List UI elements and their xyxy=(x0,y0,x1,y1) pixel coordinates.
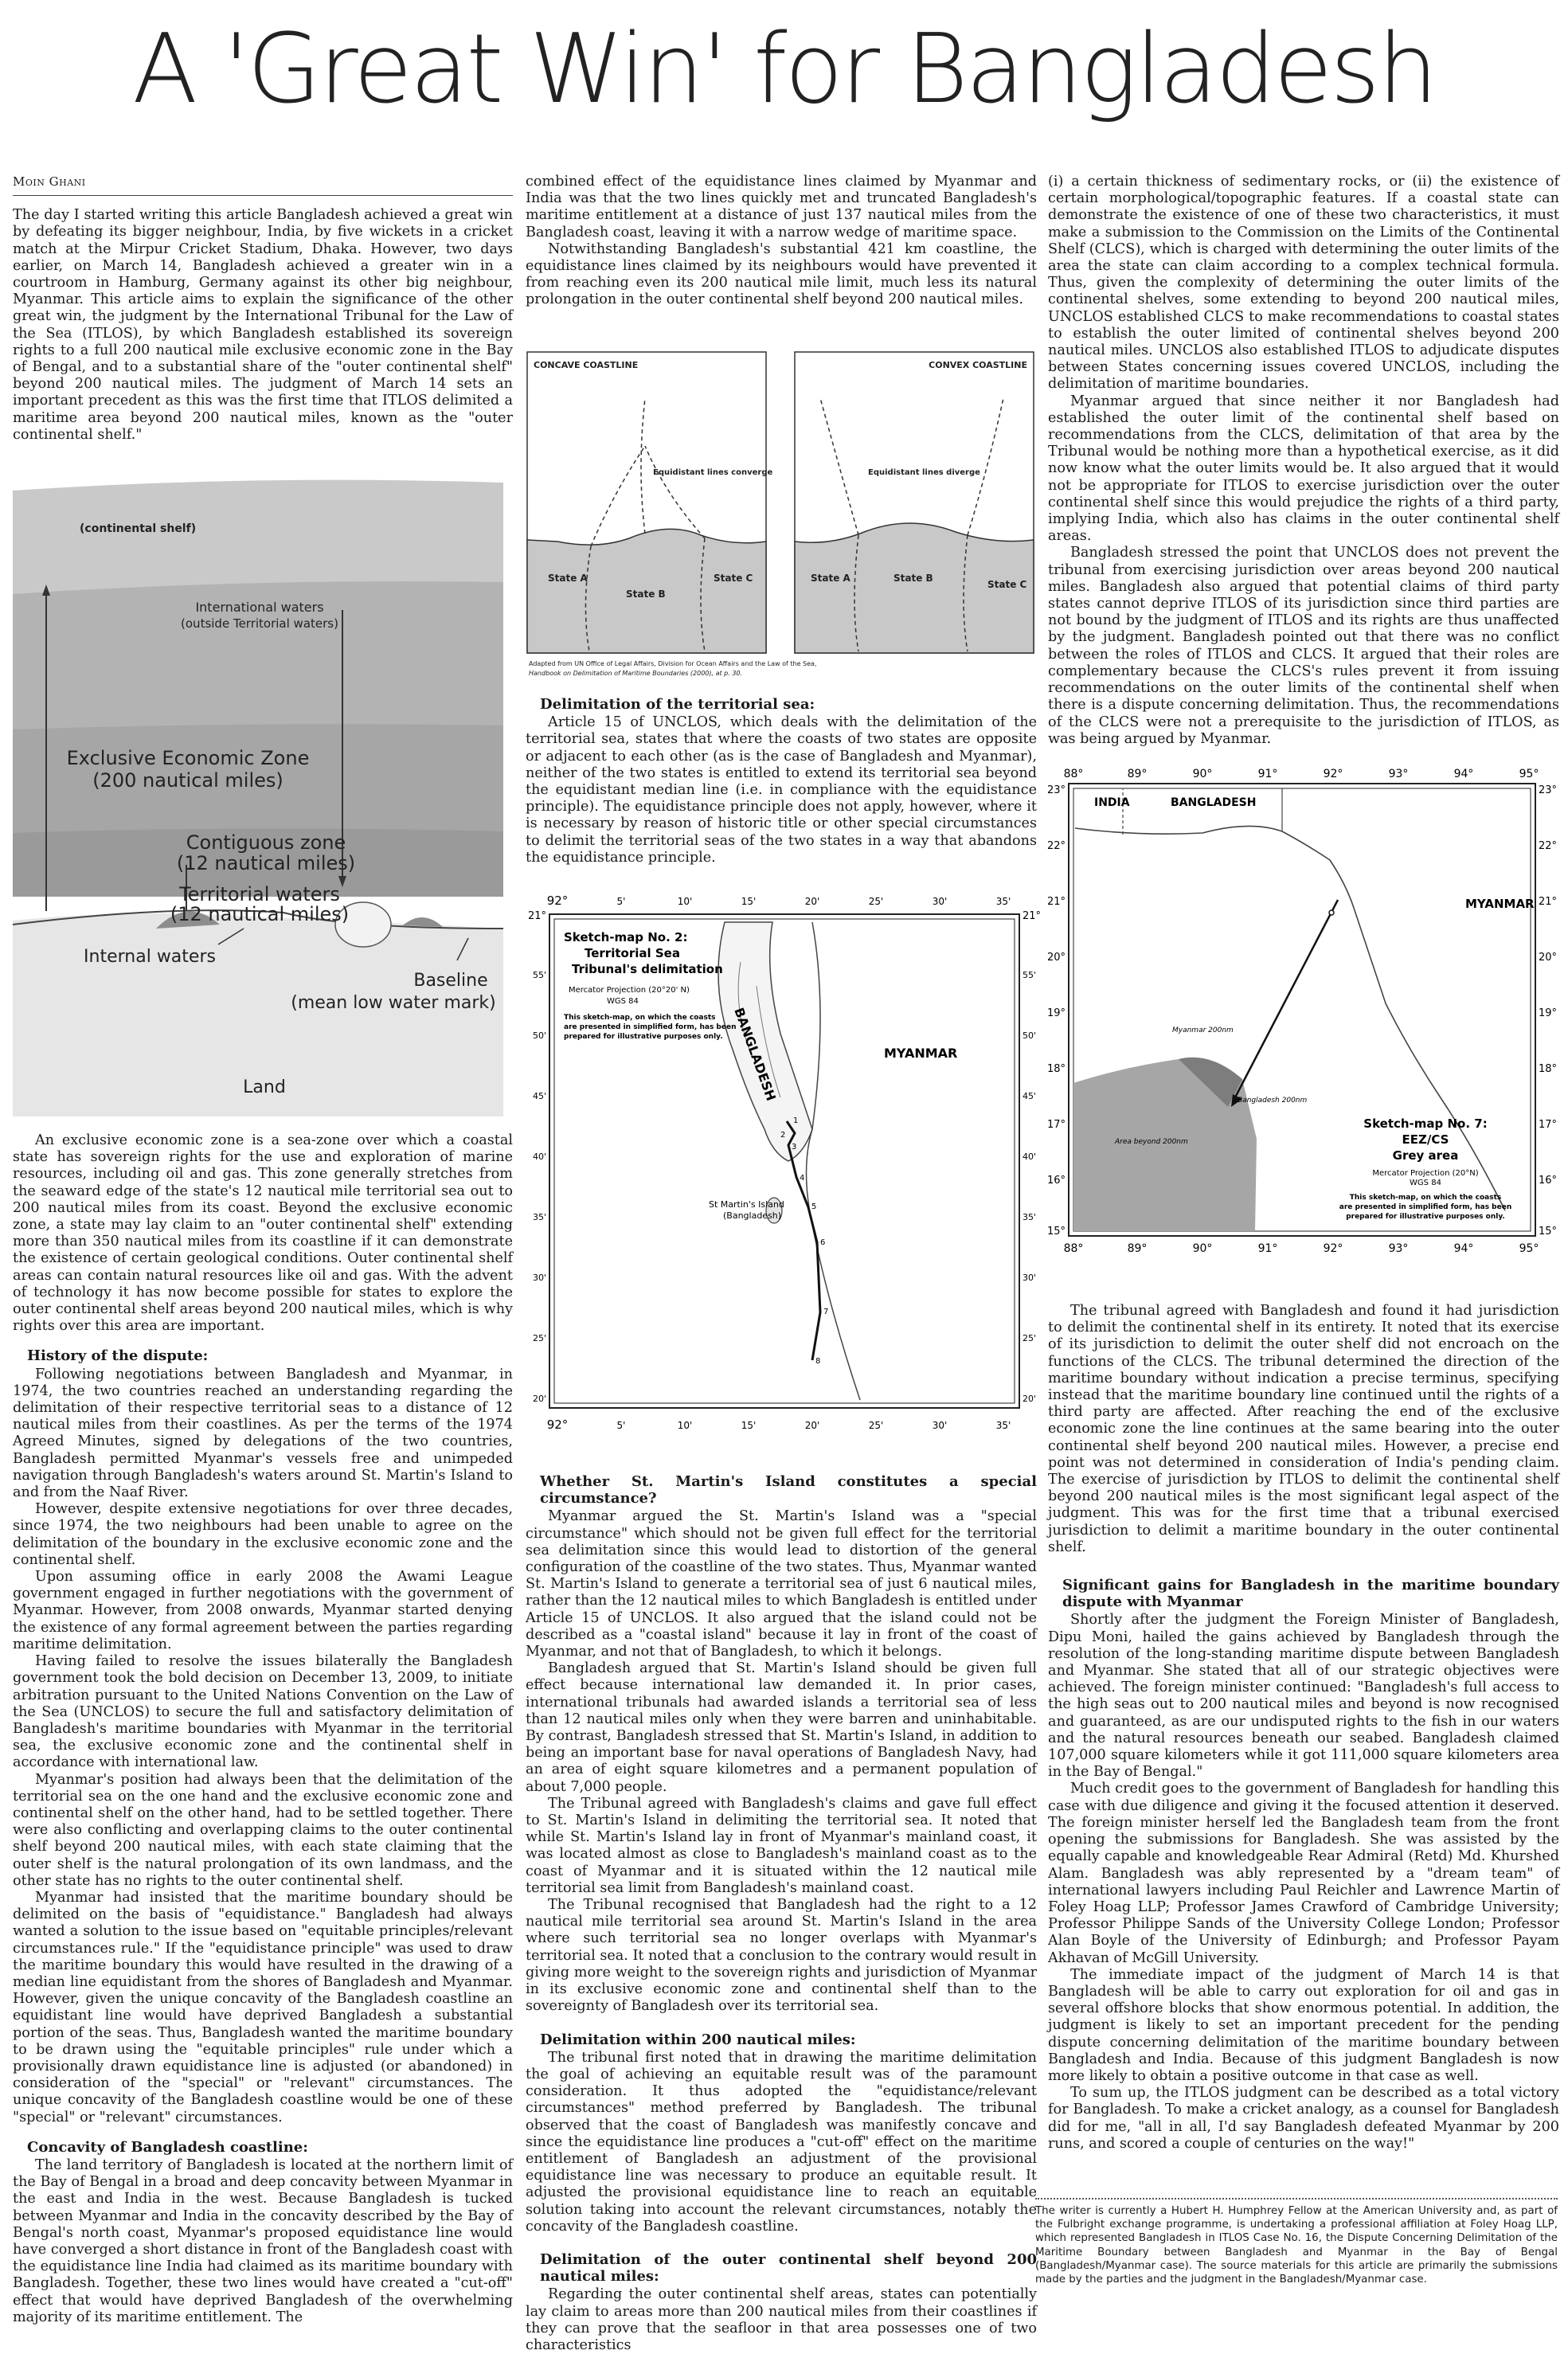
boundary-point: 7 xyxy=(823,1308,829,1316)
state-a-label: State A xyxy=(548,573,588,584)
island-label: (Bangladesh) xyxy=(723,1210,782,1221)
byline-rule xyxy=(13,195,513,196)
tick: 16° xyxy=(1539,1175,1558,1187)
col2-paragraph: combined effect of the equidistance lines claimed by Myanmar and India was that the two lines quickly met and truncated Bangladesh's maritime entitlement at a distance of just 137 nautical miles from the Bangladesh coast, leaving it with a narrow wedge of maritime space. xyxy=(526,174,1037,240)
tick: 20' xyxy=(804,896,820,907)
map2-title: Sketch-map No. 2: xyxy=(564,930,688,944)
tick: 93° xyxy=(1388,1242,1409,1255)
intl-waters-label: International waters xyxy=(195,600,324,615)
territorial-sub: (12 nautical miles) xyxy=(170,903,350,925)
tick: 88° xyxy=(1063,768,1084,780)
tick: 55' xyxy=(532,970,546,980)
tick: 25' xyxy=(868,1420,884,1431)
tick: 30' xyxy=(1023,1273,1037,1283)
col3-paragraph: (i) a certain thickness of sedimentary rocks, or (ii) the existence of certain morphological/topographic features. If a coastal state can demonstrate the existence of one of these two characteristics, it must make a submission to the Commission on the Limits of the Continental Shelf (CLCS), which is charged with determining the outer limits of the area the state can claim according to a complex technical formula. Thus, given the complexity of determining the outer limits of the continental shelves, some extending to beyond 200 nautical miles, UNCLOS established CLCS to make recommendations to coastal states to establish the outer limited of continental shelves beyond 200 nautical miles. UNCLOS also established ITLOS to adjudicate disputes between States concerning issues covered UNCLOS, including the delimitation of maritime boundaries. xyxy=(1048,174,1559,393)
sketch-map-2 xyxy=(526,890,1042,1433)
gains-paragraph: To sum up, the ITLOS judgment can be described as a total victory for Bangladesh. To make a cricket analogy, as a counsel for Bangladesh did for me, "all in all, I'd say Bangladesh defeated Myanmar by 200 runs, and scored a couple of centuries on the way!" xyxy=(1048,2085,1559,2152)
tick: 20° xyxy=(1539,952,1558,964)
gains-paragraph: Much credit goes to the government of Bangladesh for handling this case with due diligence and giving it the focused attention it deserved. The foreign minister herself led the Bangladesh team from the front opening the submissions for Bangladesh. She was assisted by the equally capable and knowledgeable Rear Admiral (Retd) Md. Khurshed Alam. Bangladesh was ably represented by a "dream team" of international lawyers including Paul Reichler and Lawrence Martin of Foley Hoag LLP; Professor James Crawford of Cambridge University; Professor Philippe Sands of the University College London; Professor Alan Boyle of the University of Edinburgh; and Professor Payam Akhavan of McGill University. xyxy=(1048,1781,1559,1966)
tick: 30' xyxy=(932,896,948,907)
boundary-point: 6 xyxy=(820,1238,826,1247)
gains-paragraph: Shortly after the judgment the Foreign Minister of Bangladesh, Dipu Moni, hailed the gains achieved by Bangladesh through the resolution of the long-standing maritime dispute between Bangladesh and Myanmar. She stated that all of our strategic objectives were achieved. The foreign minister continued: "Bangladesh's full access to the high seas out to 200 nautical miles and beyond is now recognised and guaranteed, as are our undisputed rights to the fish in our waters and the natural resources beneath our seabed. Bangladesh claimed 107,000 square kilometers while it got 111,000 square kilometers area in the Bay of Bengal." xyxy=(1048,1612,1559,1781)
convex-title: CONVEX COASTLINE xyxy=(929,360,1027,370)
map7-projection: Mercator Projection (20°N) xyxy=(1372,1169,1479,1178)
map7-title: EEZ/CS xyxy=(1402,1132,1449,1147)
coastline-figure xyxy=(526,350,1035,683)
eez-paragraph: An exclusive economic zone is a sea-zone over which a coastal state has sovereign rights for the use and exploration of marine resources, including oil and gas. This zone generally stretches from the seaward edge of the state's 12 nautical mile territorial sea out to 200 nautical miles from its coast. Beyond the exclusive economic zone, a state may lay claim to an "outer continental shelf" extending more than 350 nautical miles from its coastline if it can demonstrate the existence of certain geological conditions. Outer continental shelf areas can contain natural resources like oil and gas. With the advent of technology it has now become possible for states to explore the outer continental shelf areas beyond 200 nautical miles, which is why rights over this area are important. xyxy=(13,1132,513,1335)
tick: 50' xyxy=(532,1030,546,1041)
boundary-point: 1 xyxy=(793,1116,799,1125)
map7-title: Grey area xyxy=(1392,1148,1459,1163)
map2-projection: WGS 84 xyxy=(607,997,639,1006)
myanmar-label: MYANMAR xyxy=(884,1046,958,1061)
island-label: St Martin's Island xyxy=(709,1199,784,1210)
map7-note: prepared for illustrative purposes only. xyxy=(1346,1213,1505,1221)
tick: 21° xyxy=(1023,910,1042,922)
territorial-section xyxy=(526,696,1037,866)
tick: 92° xyxy=(1323,1242,1343,1255)
column-1-body xyxy=(13,1132,513,2326)
history-paragraph: Following negotiations between Bangladesh and Myanmar, in 1974, the two countries reached an understanding regarding the delimitation of their respective territorial seas to a distance of 12 nautical miles from their coastlines. As per the terms of the 1974 Agreed Minutes, signed by delegations of the two countries, Bangladesh permitted Myanmar's vessels free and unimpeded navigation through Bangladesh's waters around St. Martin's Island to and from the Naaf River. xyxy=(13,1366,513,1501)
map7-note: are presented in simplified form, has been xyxy=(1339,1203,1512,1211)
tick: 18° xyxy=(1539,1063,1558,1075)
map7-title: Sketch-map No. 7: xyxy=(1363,1116,1488,1131)
tick: 17° xyxy=(1046,1119,1066,1131)
tick: 95° xyxy=(1519,768,1539,780)
tick: 22° xyxy=(1046,840,1066,852)
within200-paragraph: The tribunal first noted that in drawing the maritime delimitation the goal of achieving an equitable result was of the paramount consideration. It thus adopted the "equidistance/relevant circumstances" method preferred by Bangladesh. The tribunal observed that the coast of Bangladesh was manifestly concave and since the equidistance line produces a "cut-off" effect on the maritime entitlement of Bangladesh an adjustment of the provisional equidistance line was necessary to produce an equitable result. It adjusted the provisional equidistance line to reach an equitable solution taking into account the relevant circumstances, notably the concavity of the Bangladesh coastline. xyxy=(526,2049,1037,2235)
tick: 15° xyxy=(1046,1226,1066,1238)
boundary-point: 8 xyxy=(815,1357,821,1366)
tick: 23° xyxy=(1539,784,1558,796)
col3-paragraph: The tribunal agreed with Bangladesh and found it had jurisdiction to delimit the continental shelf in its entirety. It noted that its exercise of its jurisdiction to delimit the outer shelf did not encroach on the functions of the CLCS. The tribunal determined the direction of the maritime boundary without indication a precise terminus, specifying instead that the maritime boundary line continued until the rights of a third party are affected. After reaching the end of the exclusive economic zone the line continues at the same bearing into the outer continental shelf beyond 200 nautical miles. However, a precise end point was not determined in consideration of India's pending claim. The exercise of jurisdiction by ITLOS to delimit the continental shelf beyond 200 nautical miles is the most significant legal aspect of the judgment. This was for the first time that a tribunal exercised jurisdiction to delimit a maritime boundary in the outer continental shelf. xyxy=(1048,1303,1559,1555)
myanmar-label: MYANMAR xyxy=(1465,897,1535,911)
land-label: Land xyxy=(243,1077,286,1097)
history-paragraph: However, despite extensive negotiations for over three decades, since 1974, the two neighbours had been unable to agree on the delimitation of the boundary in the exclusive economic zone and the continental shelf. xyxy=(13,1501,513,1568)
tick: 35' xyxy=(995,896,1011,907)
figure-caption: Handbook on Delimitation of Maritime Boundaries (2000), at p. 30. xyxy=(529,670,743,677)
bangladesh-200nm-label: Bangladesh 200nm xyxy=(1238,1097,1308,1105)
tick: 20' xyxy=(1023,1394,1037,1404)
boundary-point: 4 xyxy=(800,1174,805,1183)
history-paragraph: Upon assuming office in early 2008 the Awami League government engaged in further negotiations with the government of Myanmar. However, from 2008 onwards, Myanmar started denying the existence of any formal agreement between the parties regarding maritime delimitation. xyxy=(13,1569,513,1652)
tick: 20° xyxy=(1046,952,1066,964)
within200-heading: Delimitation within 200 nautical miles: xyxy=(540,2031,856,2048)
intl-waters-sub: (outside Territorial waters) xyxy=(181,616,338,631)
history-paragraph: Having failed to resolve the issues bilaterally the Bangladesh government took the bold decision on December 13, 2009, to initiate arbitration pursuant to the United Nations Convention on the Law of the Sea (UNCLOS) to secure the full and satisfactory delimitation of Bangladesh's maritime boundaries with Myanmar in the territorial sea, the exclusive economic zone and the continental shelf in accordance with international law. xyxy=(13,1653,513,1771)
territorial-label: Territorial waters xyxy=(179,883,340,905)
tick: 55' xyxy=(1023,970,1037,980)
state-b-label: State B xyxy=(893,573,933,584)
tick: 19° xyxy=(1046,1007,1066,1019)
tick: 15' xyxy=(741,896,757,907)
baseline-sub: (mean low water mark) xyxy=(291,993,496,1013)
tick: 17° xyxy=(1539,1119,1558,1131)
beyond-200nm-label: Area beyond 200nm xyxy=(1115,1138,1188,1146)
tick: 92° xyxy=(1323,768,1343,780)
tick: 25' xyxy=(868,896,884,907)
tick: 91° xyxy=(1257,768,1278,780)
tick: 90° xyxy=(1192,768,1213,780)
tick: 89° xyxy=(1127,1242,1148,1255)
column-1 xyxy=(13,174,513,444)
maritime-zones-diagram xyxy=(13,451,503,1116)
tick: 21° xyxy=(527,910,546,922)
tick: 15° xyxy=(1539,1226,1558,1238)
stmartin-paragraph: The Tribunal recognised that Bangladesh had the right to a 12 nautical mile territorial sea around St. Martin's Island in the area where such territorial sea no longer overlaps with Myanmar's territorial sea. It noted that a conclusion to the contrary would result in giving more weight to the sovereign rights and jurisdiction of Myanmar in its exclusive economic zone and continental shelf than to the sovereignty of Bangladesh over its territorial sea. xyxy=(526,1897,1037,2015)
figure-caption: Adapted from UN Office of Legal Affairs, Division for Ocean Affairs and the Law of the Sea, xyxy=(529,660,817,667)
column-3-body xyxy=(1048,1303,1559,2153)
tick: 25' xyxy=(1023,1333,1037,1343)
state-b-label: State B xyxy=(626,588,666,600)
tick: 30' xyxy=(932,1420,948,1431)
concavity-paragraph: The land territory of Bangladesh is located at the northern limit of the Bay of Bengal in a broad and deep concavity between Myanmar in the east and India in the west. Because Bangladesh is tucked between Myanmar and India in the concavity described by the Bay of Bengal's north coast, Myanmar's proposed equidistance line would have converged a short distance in front of the Bangladesh coast with the equidistance line India had claimed as its maritime boundary with Bangladesh. Together, these two lines would have created a "cut-off" effect that would have deprived Bangladesh of the overwhelming majority of its maritime entitlement. The xyxy=(13,2157,513,2325)
map2-note: prepared for illustrative purposes only. xyxy=(564,1033,723,1041)
column-2-body xyxy=(526,1473,1037,2354)
concave-title: CONCAVE COASTLINE xyxy=(534,360,639,370)
tick: 45' xyxy=(1023,1091,1037,1101)
tick: 94° xyxy=(1453,1242,1474,1255)
outer-paragraph: Regarding the outer continental shelf areas, states can potentially lay claim to areas more than 200 nautical miles from their coastlines if they can prove that the seafloor in that area possesses one of two characteristics xyxy=(526,2286,1037,2353)
map2-title: Territorial Sea xyxy=(585,946,680,960)
tick: 50' xyxy=(1023,1030,1037,1041)
tick: 18° xyxy=(1046,1063,1066,1075)
stmartin-paragraph: The Tribunal agreed with Bangladesh's claims and gave full effect to St. Martin's Island in delimiting the territorial sea. It noted that while St. Martin's Island lay in front of Myanmar's mainland coast, it was located almost as close to Bangladesh's mainland coast as to the coast of Myanmar and it is situated within the 12 nautical mile territorial sea limit from Bangladesh's mainland coast. xyxy=(526,1795,1037,1896)
tick: 10' xyxy=(677,896,693,907)
eez-label: Exclusive Economic Zone xyxy=(66,747,310,769)
sketch-map-7 xyxy=(1043,764,1561,1258)
boundary-point: 3 xyxy=(792,1143,797,1152)
map2-note: This sketch-map, on which the coasts xyxy=(564,1014,716,1022)
tick: 22° xyxy=(1539,840,1558,852)
tick: 94° xyxy=(1453,768,1474,780)
col2-paragraph: Notwithstanding Bangladesh's substantial 421 km coastline, the equidistance lines claimed by its neighbours would have prevented it from reaching even its 200 nautical mile limit, much less its natural prolongation in the outer continental shelf beyond 200 nautical miles. xyxy=(526,240,1037,308)
tick: 35' xyxy=(995,1420,1011,1431)
tick: 93° xyxy=(1388,768,1409,780)
map2-note: are presented in simplified form, has been xyxy=(564,1023,737,1031)
footnote-text: The writer is currently a Hubert H. Humphrey Fellow at the American University and, as part of the Fulbright exchange programme, is undertaking a professional affiliation at Foley Hoag LLP, which represented Bangladesh in ITLOS Case No. 16, the Dispute Concerning Delimitation of the Maritime Boundary between Bangladesh and Myanmar in the Bay of Bengal (Bangladesh/Myanmar case). The source materials for this article are primarily the submissions made by the parties and the judgment in the Bangladesh/Myanmar case. xyxy=(1035,2205,1558,2286)
outer-heading: Delimitation of the outer continental shelf beyond 200 nautical miles: xyxy=(540,2250,1037,2286)
stmartin-paragraph: Myanmar argued the St. Martin's Island was a "special circumstance" which should not be given full effect for the territorial sea delimitation since this would lead to distortion of the general configuration of the coastline of the two states. Thus, Myanmar wanted St. Martin's Island to generate a territorial sea of just 6 nautical miles, rather than the 12 nautical miles to which Bangladesh is entitled under Article 15 of UNCLOS. It also argued that the island could not be described as a "coastal island" because it lay in front of the coast of Myanmar, and not that of Bangladesh, to which it belongs. xyxy=(526,1508,1037,1660)
map7-projection: WGS 84 xyxy=(1410,1179,1441,1187)
tick: 88° xyxy=(1063,1242,1084,1255)
tick: 45' xyxy=(532,1091,546,1101)
stmartin-heading: Whether St. Martin's Island constitutes a special circumstance? xyxy=(540,1473,1037,1507)
byline: Moin Ghani xyxy=(13,174,86,189)
concavity-heading: Concavity of Bangladesh coastline: xyxy=(27,2138,308,2156)
tick: 23° xyxy=(1046,784,1066,796)
map7-note: This sketch-map, on which the coasts xyxy=(1349,1194,1502,1202)
history-paragraph: Myanmar had insisted that the maritime boundary should be delimited on the basis of "equidistance." Bangladesh had always wanted a solution to the issue based on "equitable principles/relevant circumstances rule." If the "equidistance principle" was used to draw the maritime boundary this would have resulted in the drawing of a median line equidistant from the shores of Bangladesh and Myanmar. However, given the unique concavity of the Bangladesh coastline an equidistant line would have deprived Bangladesh a substantial portion of the seas. Thus, Bangladesh wanted the maritime boundary to be drawn using the "equitable principles" rule under which a provisionally drawn equidistance line is adjusted (or abandoned) in consideration of the "special" or "relevant" circumstances. The unique concavity of the Bangladesh coastline would be one of these "special" or "relevant" circumstances. xyxy=(13,1889,513,2125)
author-footnote xyxy=(1035,2198,1558,2286)
tick: 35' xyxy=(532,1212,546,1222)
tick: 90° xyxy=(1192,1242,1213,1255)
converge-note: Equidistant lines converge xyxy=(653,468,773,477)
tick: 21° xyxy=(1539,896,1558,908)
column-2-top xyxy=(526,174,1037,309)
tick: 92° xyxy=(546,894,569,908)
tick: 92° xyxy=(546,1417,569,1432)
map2-projection: Mercator Projection (20°20' N) xyxy=(569,986,690,995)
state-c-label: State C xyxy=(714,573,753,584)
tick: 5' xyxy=(616,1420,626,1431)
territorial-paragraph: Article 15 of UNCLOS, which deals with the delimitation of the territorial sea, states that where the coasts of two states are opposite or adjacent to each other (as is the case of Bangladesh and Myanmar), neither of the two states is entitled to extend its territorial sea beyond the equidistant median line (i.e. in compliance with the equidistance principle). The equidistance principle does not apply, however, where it is necessary by reason of historic title or other special circumstances to delimit the territorial seas of the two states in a way that abandons the equidistance principle. xyxy=(526,714,1037,866)
baseline-label: Baseline xyxy=(413,971,488,991)
state-a-label: State A xyxy=(811,573,850,584)
tick: 91° xyxy=(1257,1242,1278,1255)
tick: 16° xyxy=(1046,1175,1066,1187)
tick: 20' xyxy=(804,1420,820,1431)
col3-paragraph: Bangladesh stressed the point that UNCLOS does not prevent the tribunal from exercising jurisdiction over areas beyond 200 nautical miles. Bangladesh also argued that potential claims of third party states cannot deprive ITLOS of its jurisdiction since third parties are not bound by the judgment of ITLOS and its rights are thus unaffected by the judgment. Bangladesh pointed out that there was no conflict between the roles of ITLOS and CLCS. It argued that their roles are complementary because the CLCS's rules prevent it from issuing recommendations on the outer limits of the continental shelf when there is a dispute concerning delimitation. Thus, the recommendations of the CLCS were not a prerequisite to the jurisdiction of ITLOS, as was being argued by Myanmar. xyxy=(1048,545,1559,747)
contiguous-sub: (12 nautical miles) xyxy=(176,852,356,874)
tick: 10' xyxy=(677,1420,693,1431)
tick: 19° xyxy=(1539,1007,1558,1019)
eez-sub: (200 nautical miles) xyxy=(92,769,283,792)
shelf-label: (continental shelf) xyxy=(80,522,197,535)
tick: 20' xyxy=(532,1394,546,1404)
boundary-point: 2 xyxy=(780,1131,786,1140)
history-paragraph: Myanmar's position had always been that the delimitation of the territorial sea on the one hand and the exclusive economic zone and continental shelf on the other hand, had to be settled together. There were also conflicting and overlapping claims to the outer continental shelf beyond 200 nautical miles, with each state claiming that the outer shelf is the natural prolongation of its own landmass, and the other state has no rights to the outer continental shelf. xyxy=(13,1771,513,1889)
diverge-note: Equidistant lines diverge xyxy=(868,468,980,477)
internal-waters-label: Internal waters xyxy=(84,947,216,967)
article-title: A 'Great Win' for Bangladesh xyxy=(132,14,1436,125)
tick: 89° xyxy=(1127,768,1148,780)
bangladesh-label: BANGLADESH xyxy=(1171,796,1257,809)
tick: 5' xyxy=(616,896,626,907)
tick: 25' xyxy=(532,1333,546,1343)
tick: 21° xyxy=(1046,896,1066,908)
tick: 40' xyxy=(1023,1152,1037,1162)
stmartin-paragraph: Bangladesh argued that St. Martin's Island should be given full effect because international law demanded it. In prior cases, international tribunals had awarded islands a territorial sea of less than 12 nautical miles only when they were barren and uninhabitable. By contrast, Bangladesh stressed that St. Martin's Island, in addition to being an important base for naval operations of Bangladesh Navy, had an area of eight square kilometres and a permanent population of about 7,000 people. xyxy=(526,1660,1037,1795)
state-c-label: State C xyxy=(987,579,1027,590)
tick: 15' xyxy=(741,1420,757,1431)
contiguous-label: Contiguous zone xyxy=(186,831,346,854)
column-3-top xyxy=(1048,174,1559,748)
tick: 95° xyxy=(1519,1242,1539,1255)
bangladesh-label: BANGLADESH xyxy=(731,1005,780,1103)
col3-paragraph: Myanmar argued that since neither it nor Bangladesh had established the outer limit of the continental shelf based on recommendations from the CLCS, delimitation of that area by the Tribunal would be nothing more than a hypothetical exercise, as it did now know what the outer limits would be. It also argued that it would not be appropriate for ITLOS to exercise jurisdiction over the outer continental shelf since this would prejudice the rights of a third party, implying India, which also has claims in the outer continental shelf areas. xyxy=(1048,393,1559,545)
map2-title: Tribunal's delimitation xyxy=(572,962,723,976)
gains-heading: Significant gains for Bangladesh in the maritime boundary dispute with Myanmar xyxy=(1062,1577,1559,1611)
india-label: INDIA xyxy=(1094,796,1130,809)
tick: 35' xyxy=(1023,1212,1037,1222)
intro-paragraph: The day I started writing this article Bangladesh achieved a great win by defeating its bigger neighbour, India, by five wickets in a cricket match at the Mirpur Cricket Stadium, Dhaka. However, two days earlier, on March 14, Bangladesh achieved a greater win in a courtroom in Hamburg, Germany against its other big neighbour, Myanmar. This article aims to explain the significance of the other great win, the judgment by the International Tribunal for the Law of the Sea (ITLOS), by which Bangladesh established its sovereign rights to a full 200 nautical mile exclusive economic zone in the Bay of Bengal, and to a substantial share of the "outer continental shelf" beyond 200 nautical miles. The judgment of March 14 sets an important precedent as this was the first time that ITLOS delimited a maritime area beyond 200 nautical miles, known as the "outer continental shelf." xyxy=(13,207,513,443)
gains-paragraph: The immediate impact of the judgment of March 14 is that Bangladesh will be able to carry out exploration for oil and gas in several offshore blocks that show enormous potential. In addition, the judgment is likely to set an important precedent for the pending dispute concerning delimitation of the maritime boundary between Bangladesh and India. Because of this judgment Bangladesh is now more likely to obtain a positive outcome in that case as well. xyxy=(1048,1966,1559,2084)
tick: 30' xyxy=(532,1273,546,1283)
history-heading: History of the dispute: xyxy=(27,1347,209,1365)
tick: 40' xyxy=(532,1152,546,1162)
territorial-heading: Delimitation of the territorial sea: xyxy=(540,696,815,713)
myanmar-200nm-label: Myanmar 200nm xyxy=(1172,1026,1234,1034)
boundary-point: 5 xyxy=(811,1202,817,1211)
